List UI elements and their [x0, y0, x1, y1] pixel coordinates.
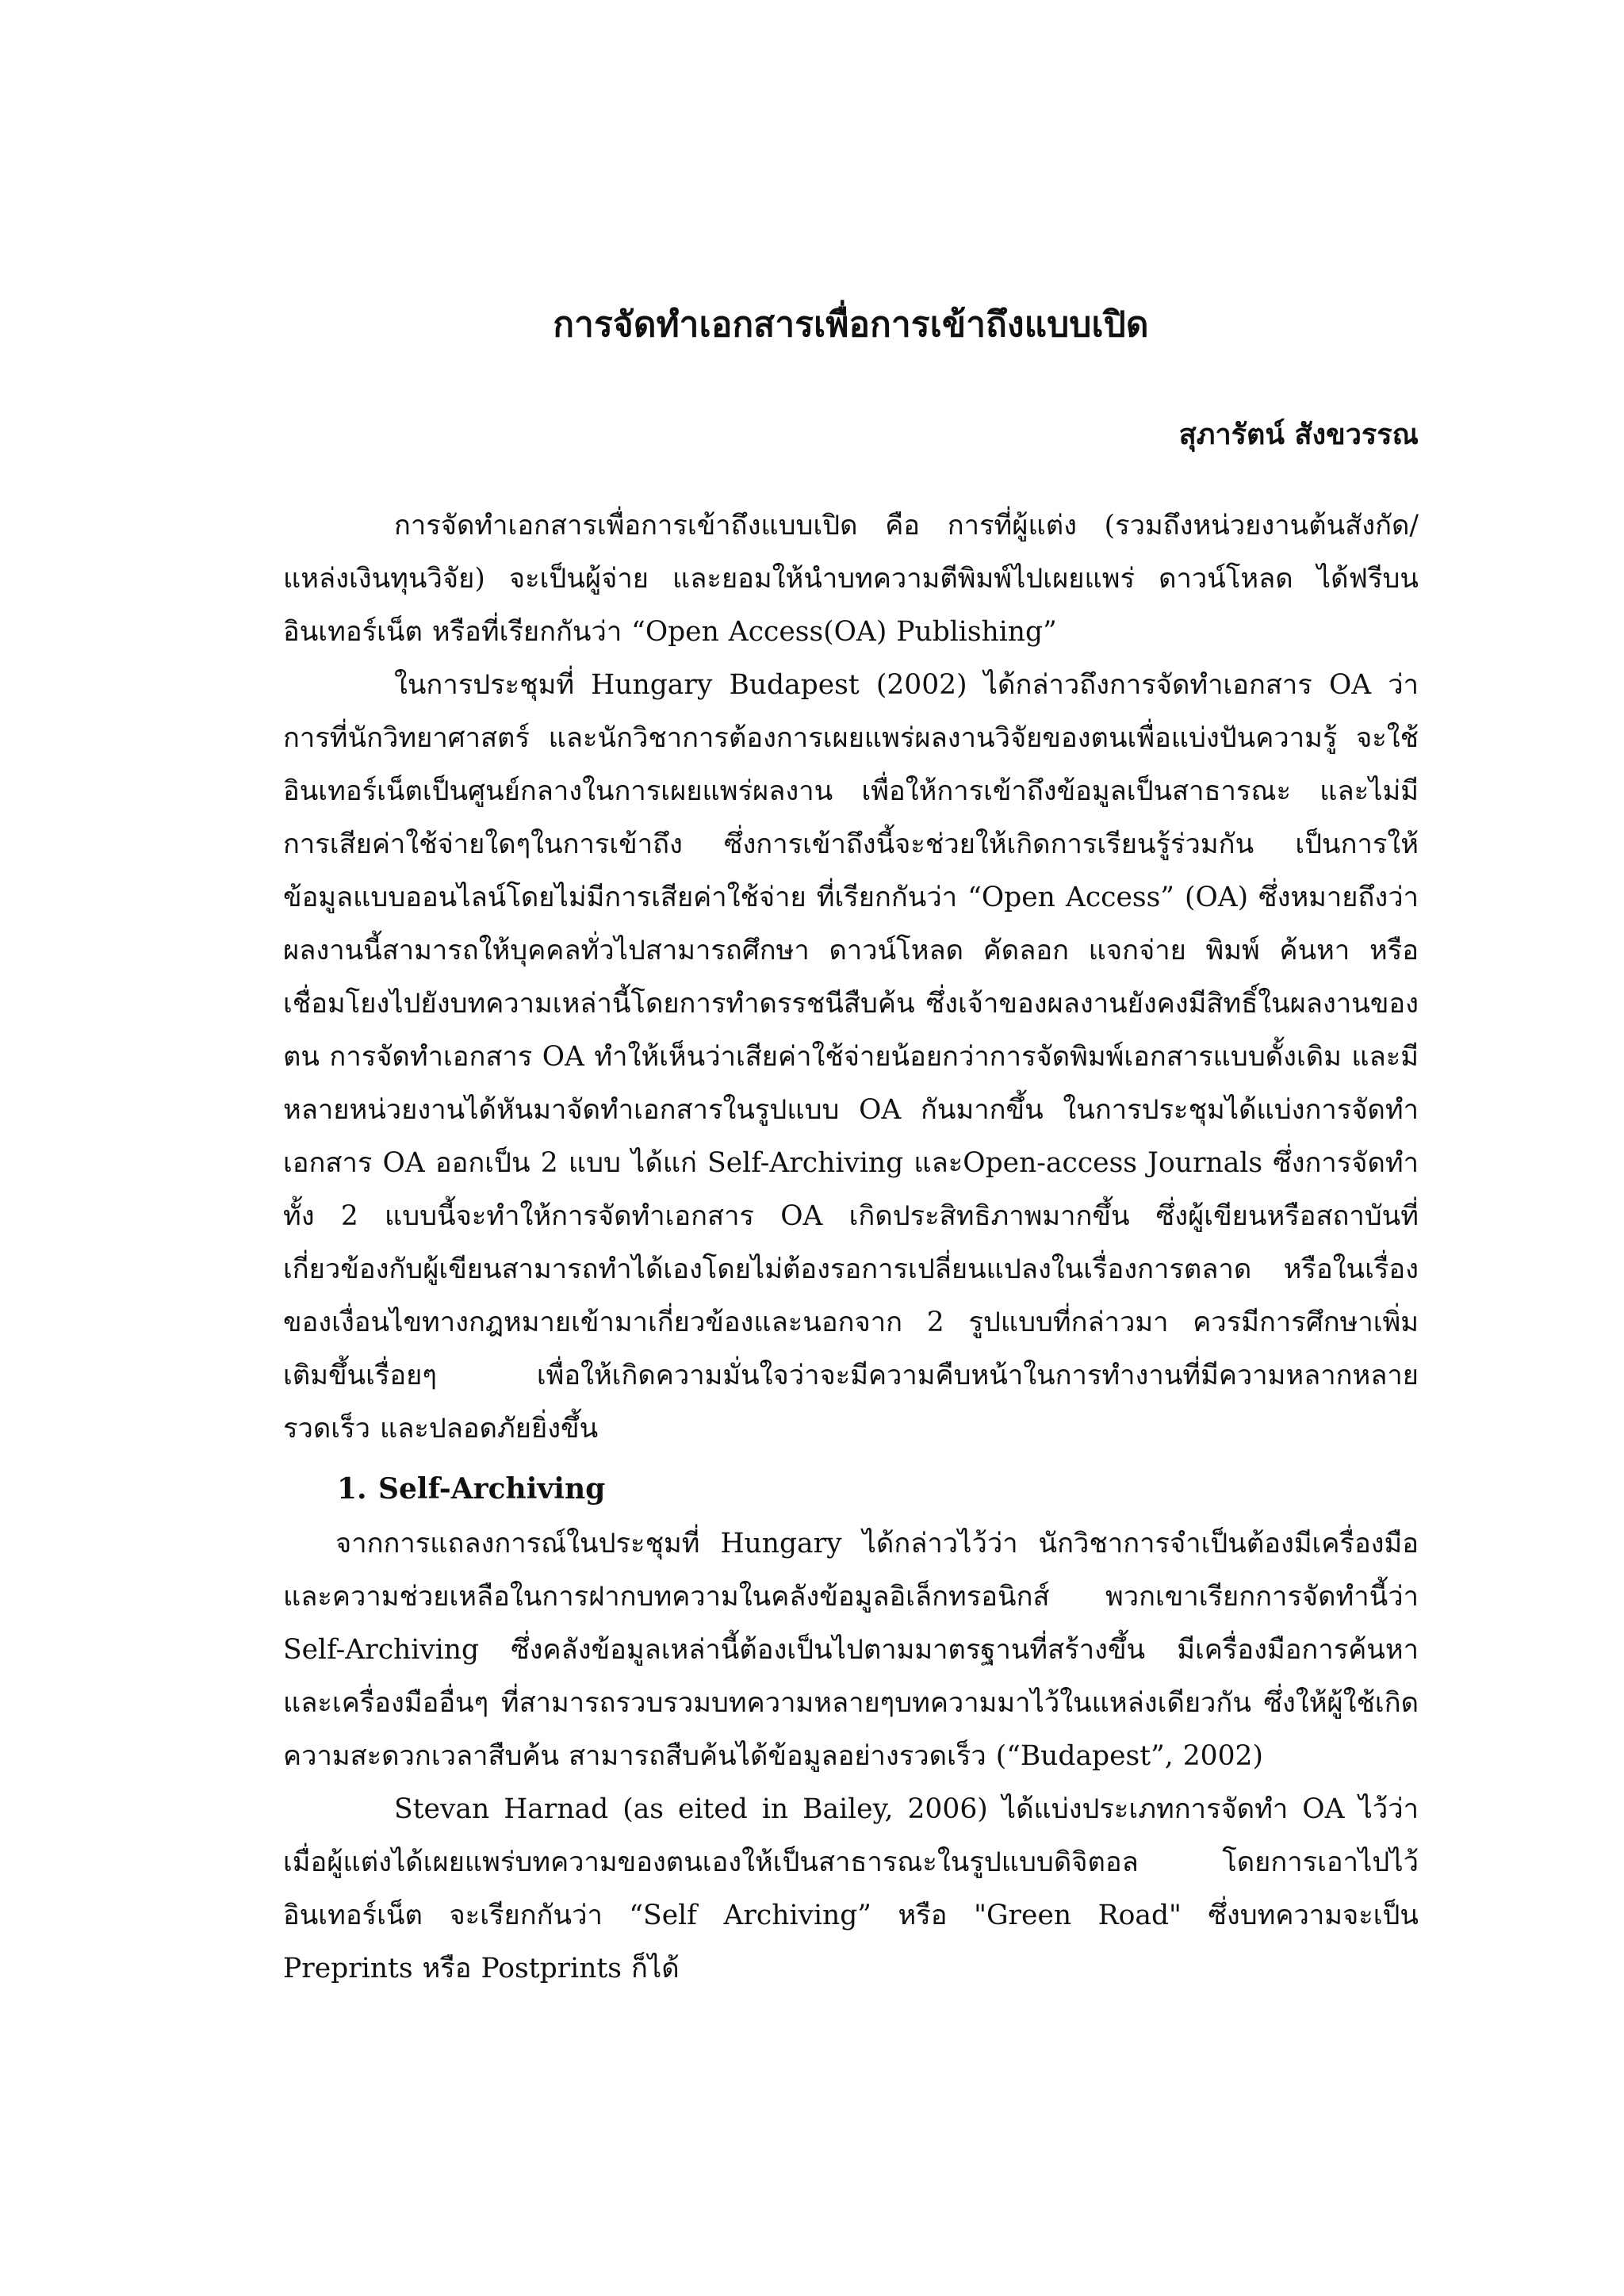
- paragraph-harnad: Stevan Harnad (as eited in Bailey, 2006) ได้แบ่งประเภทการจัดทำ OA ไว้ว่าเมื่อผู้แต่งได้เผยแพร่บทความของตนเองให้เป็นสาธารณะในรูปแบบดิจิตอล โดยการเอาไปไว้อินเทอร์เน็ต จะเรียกกันว่า “Self Archiving” หรือ "Green Road" ซึ่งบทความจะเป็น Preprints หรือ Postprints ก็ได้: [283, 1793, 1419, 1984]
- paragraph-self-archiving: จากการแถลงการณ์ในประชุมที่ Hungary ได้กล่าวไว้ว่า นักวิชาการจำเป็นต้องมีเครื่องมือ และความช่วยเหลือในการฝากบทความในคลังข้อมูลอิเล็กทรอนิกส์ พวกเขาเรียกการจัดทำนี้ว่า Self-Archiving ซึ่งคลังข้อมูลเหล่านี้ต้องเป็นไปตามมาตรฐานที่สร้างขึ้น มีเครื่องมือการค้นหา และเครื่องมืออื่นๆ ที่สามารถรวบรวมบทความหลายๆบทความมาไว้ในแหล่งเดียวกัน ซึ่งให้ผู้ใช้เกิดความสะดวกเวลาสืบค้น สามารถสืบค้นได้ข้อมูลอย่างรวดเร็ว (“Budapest”, 2002): [283, 1528, 1419, 1772]
- section-number: 1.: [337, 1472, 367, 1506]
- paragraph-intro: การจัดทำเอกสารเพื่อการเข้าถึงแบบเปิด คือ การที่ผู้แต่ง (รวมถึงหน่วยงานต้นสังกัด/แหล่งเงินทุนวิจัย) จะเป็นผู้จ่าย และยอมให้นำบทความตีพิมพ์ไปเผยแพร่ ดาวน์โหลด ได้ฟรีบนอินเทอร์เน็ต หรือที่เรียกกันว่า “Open Access(OA) Publishing”: [283, 510, 1419, 648]
- author-name: สุภารัตน์ สังขวรรณ: [1178, 418, 1419, 451]
- document-title: การจัดทำเอกสารเพื่อการเข้าถึงแบบเปิด: [553, 304, 1149, 345]
- paragraph-budapest: ในการประชุมที่ Hungary Budapest (2002) ได้กล่าวถึงการจัดทำเอกสาร OA ว่า การที่นักวิทยาศาสตร์ และนักวิชาการต้องการเผยแพร่ผลงานวิจัยของตนเพื่อแบ่งปันความรู้ จะใช้อินเทอร์เน็ตเป็นศูนย์กลางในการเผยแพร่ผลงาน เพื่อให้การเข้าถึงข้อมูลเป็นสาธารณะ และไม่มีการเสียค่าใช้จ่ายใดๆในการเข้าถึง ซึ่งการเข้าถึงนี้จะช่วยให้เกิดการเรียนรู้ร่วมกัน เป็นการให้ข้อมูลแบบออนไลน์โดยไม่มีการเสียค่าใช้จ่าย ที่เรียกกันว่า “Open Access” (OA) ซึ่งหมายถึงว่าผลงานนี้สามารถให้บุคคลทั่วไปสามารถศึกษา ดาวน์โหลด คัดลอก แจกจ่าย พิมพ์ ค้นหา หรือเชื่อมโยงไปยังบทความเหล่านี้โดยการทำดรรชนีสืบค้น ซึ่งเจ้าของผลงานยังคงมีสิทธิ์ในผลงานของตน การจัดทำเอกสาร OA ทำให้เห็นว่าเสียค่าใช้จ่ายน้อยกว่าการจัดพิมพ์เอกสารแบบดั้งเดิม และมีหลายหน่วยงานได้หันมาจัดทำเอกสารในรูปแบบ OA กันมากขึ้น ในการประชุมได้แบ่งการจัดทำเอกสาร OA ออกเป็น 2 แบบ ได้แก่ Self-Archiving และOpen-access Journals ซึ่งการจัดทำทั้ง 2 แบบนี้จะทำให้การจัดทำเอกสาร OA เกิดประสิทธิภาพมากขึ้น ซึ่งผู้เขียนหรือสถาบันที่เกี่ยวข้องกับผู้เขียนสามารถทำได้เองโดยไม่ต้องรอการเปลี่ยนแปลงในเรื่องการตลาด หรือในเรื่องของเงื่อนไขทางกฎหมายเข้ามาเกี่ยวข้องและนอกจาก 2 รูปแบบที่กล่าวมา ควรมีการศึกษาเพิ่มเติมขึ้นเรื่อยๆ เพื่อให้เกิดความมั่นใจว่าจะมีความคืบหน้าในการทำงานที่มีความหลากหลาย รวดเร็ว และปลอดภัยยิ่งขึ้น: [283, 669, 1419, 1445]
- section-heading: [337, 1468, 1419, 1510]
- document-body: [283, 301, 1419, 1996]
- section-title: Self-Archiving: [378, 1472, 606, 1506]
